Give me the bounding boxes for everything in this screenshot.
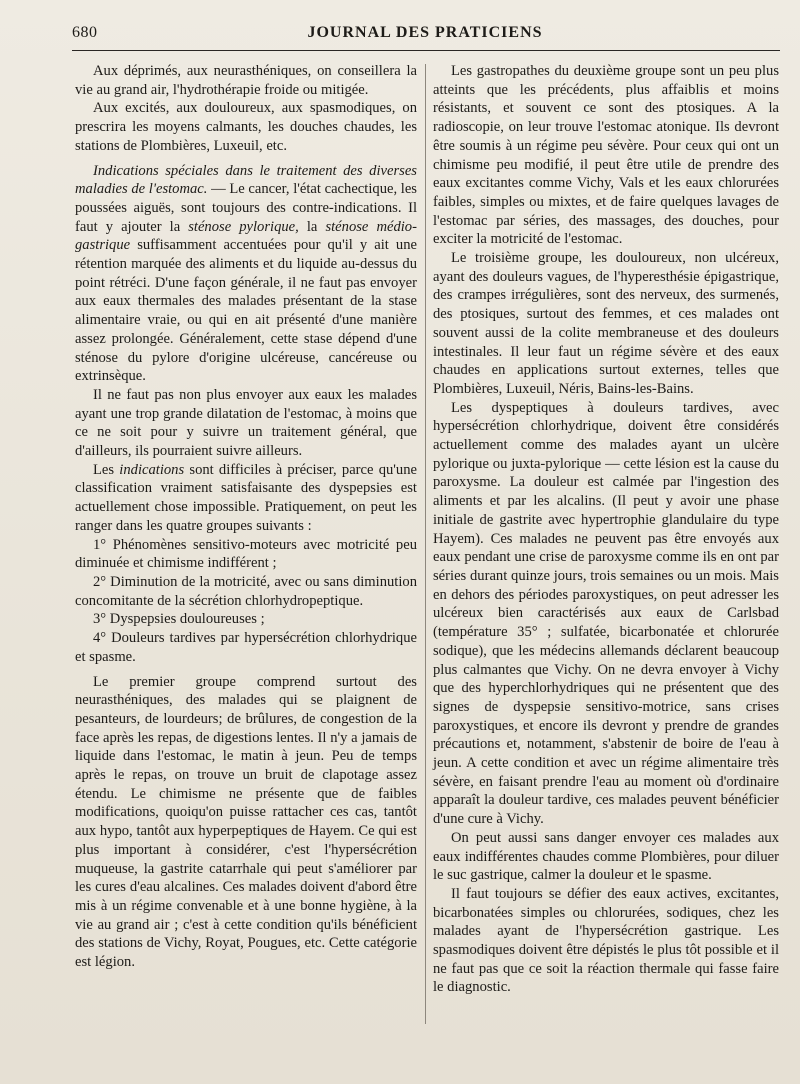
text-run: suffisamment accentuées pour qu'il y ait une rétention marquée des aliments et du liquide au-dessus du point rétréci. D'une façon générale, il ne faut pas envoyer aux eaux thermales des malades présentant de la stase alimentaire vraie, ou qui en ait présenté d'une manière assez prolongée. Généralement, cette stase dépend d'une sténose du pylore d'origine ulcéreuse, cancéreuse ou extrinsèque. <box>75 237 417 385</box>
term-indications: indications <box>119 461 185 478</box>
page-number: 680 <box>72 24 98 41</box>
text-run: Les <box>93 461 120 478</box>
page-header <box>60 24 770 48</box>
term-stenose-pylorique: sténose pylorique, <box>188 218 299 235</box>
paragraph: Aux déprimés, aux neurasthéniques, on conseillera la vie au grand air, l'hydrothérapie froide ou mitigée. <box>75 63 417 98</box>
paragraph: Les gastropathes du deuxième groupe sont un peu plus atteints que les précédents, plus affaiblis et moins résistants, et souvent ce sont des ptosiques. A la radioscopie, on leur trouve l'estomac atonique. Ils devront être soumis à un régime peu sévère. Pour ceux qui ont un chimisme peu modifié, il peut être utile de prendre des eaux excitantes comme Vichy, Vals et les eaux chlorurées faibles, simples ou mixtes, et de faire quelques lavages de l'estomac par séries, des massages, des douches, pour exciter la motricité de l'estomac. <box>433 63 779 248</box>
paragraph-indications <box>75 162 417 386</box>
right-column <box>433 62 779 997</box>
column-divider <box>425 64 426 1024</box>
paragraph <box>75 461 417 536</box>
list-item: 4° Douleurs tardives par hypersécrétion chlorhydrique et spasme. <box>75 630 417 665</box>
paragraph: Il faut toujours se défier des eaux actives, excitantes, bicarbonatées simples ou chlorurées, sodiques, chez les malades ayant de l'hypersécrétion gastrique. Les spasmodiques doivent être dépistés le plus tôt possible et il ne faut pas que ce soit la réaction thermale qui fasse faire le diagnostic. <box>433 885 779 996</box>
section-heading: Indications spéciales dans le traitement des diverses maladies de l'estomac. <box>75 162 417 198</box>
paragraph: Aux excités, aux douloureux, aux spasmodiques, on prescrira les moyens calmants, les douches chaudes, les stations de Plombières, Luxeuil, etc. <box>75 100 417 154</box>
text-run: sont difficiles à préciser, parce qu'une classification vraiment satisfaisante des dyspepsies est actuellement chose impossible. Pratiquement, on peut les ranger dans les quatre groupes suivants : <box>75 461 417 534</box>
paragraph: Les dyspeptiques à douleurs tardives, avec hypersécrétion chlorhydrique, doivent être considérés actuellement comme des malades ayant un ulcère pylorique ou juxta-pylorique — cette lésion est la cause du paroxysme. La douleur est calmée par l'ingestion des aliments et par les alcalins. (Il peut y avoir une phase initiale de gastrite avec hypertrophie glandulaire du type Hayem). Ces malades ne peuvent pas être envoyés aux eaux pendant une crise de paroxysme comme ils en ont par séries durant quinze jours, trois semaines ou un mois. Mais en dehors des périodes paroxystiques, on peut adresser les ulcéreux bien caractérisés aux eaux de Carlsbad (température 35° ; sulfatée, bicarbonatée et chlorurée sodique), que les médecins allemands déclarent beaucoup plus calmantes que Vichy. On ne devra envoyer à Vichy que des hyperchlorhydriques qui ne présentent que des signes de dyspepsie sensitivo-motrice, sans crises paroxystiques, et encore ils devront y prendre de grandes précautions et, notamment, s'abstenir de boire de l'eau à jeun. A cette condition et avec un régime alimentaire très sévère, en faisant prendre l'eau au moment où d'ordinaire apparaît la douleur tardive, ces malades peuvent bénéficier d'une cure à Vichy. <box>433 399 779 828</box>
text-run: — Le cancer, l'état cachectique, les poussées aiguës, sont toujours des contre-indications. Il faut y ajouter la <box>75 181 417 235</box>
term-stenose-medio-gastrique: sténose médio-gastrique <box>75 218 417 254</box>
text-run: la <box>298 218 326 235</box>
paragraph: Le troisième groupe, les douloureux, non ulcéreux, ayant des douleurs vagues, de l'hyperesthésie épigastrique, des crampes irrégulières, sont des nerveux, des surmenés, des ptosiques, surtout des femmes, et ces malades ont souvent aussi de la colite membraneuse et des douleurs intestinales. Il leur faut un régime sévère et des eaux chaudes en applications surtout externes, telles que Plombières, Luxeuil, Néris, Bains-les-Bains. <box>433 250 779 397</box>
paragraph: Il ne faut pas non plus envoyer aux eaux les malades ayant une trop grande dilatation de l'estomac, à moins que ce ne soit pour y suivre un traitement général, que d'ailleurs, ils pourraient suivre ailleurs. <box>75 386 417 460</box>
journal-title: JOURNAL DES PRATICIENS <box>307 24 543 41</box>
left-column <box>75 62 417 972</box>
list-item: 2° Diminution de la motricité, avec ou sans diminution concomitante de la sécrétion chlorhydropeptique. <box>75 573 417 609</box>
header-rule <box>72 50 780 51</box>
list-item: 1° Phénomènes sensitivo-moteurs avec motricité peu diminuée et chimisme indifférent ; <box>75 536 417 572</box>
list-item: 3° Dyspepsies douloureuses ; <box>93 611 265 628</box>
paragraph: Le premier groupe comprend surtout des neurasthéniques, des malades qui se plaignent de pesanteurs, de lourdeurs; de brûlures, de congestion de la face après les repas, de digestions lentes. Il n'y a jamais de liquide dans l'estomac, le matin à jeun. Peu de temps après le repas, on trouve un bruit de clapotage assez étendu. Le chimisme ne présente que de faibles modifications, quoiqu'on puisse rattacher ces cas, tantôt aux hypo, tantôt aux hyperpeptiques de Hayem. Ce qui est plus important à considérer, c'est l'hypersécrétion muqueuse, la gastrite catarrhale qui peut s'améliorer par les cures d'eau alcalines. Ces malades doivent d'abord être mis à un régime convenable et à une bonne hygiène, à la vie au grand air ; c'est à cette condition qu'ils bénéficient des stations de Vichy, Royat, Pougues, etc. Cette catégorie est légion. <box>75 673 417 971</box>
paragraph: On peut aussi sans danger envoyer ces malades aux eaux indifférentes chaudes comme Plombières, pour diluer le suc gastrique, calmer la douleur et le spasme. <box>433 829 779 884</box>
